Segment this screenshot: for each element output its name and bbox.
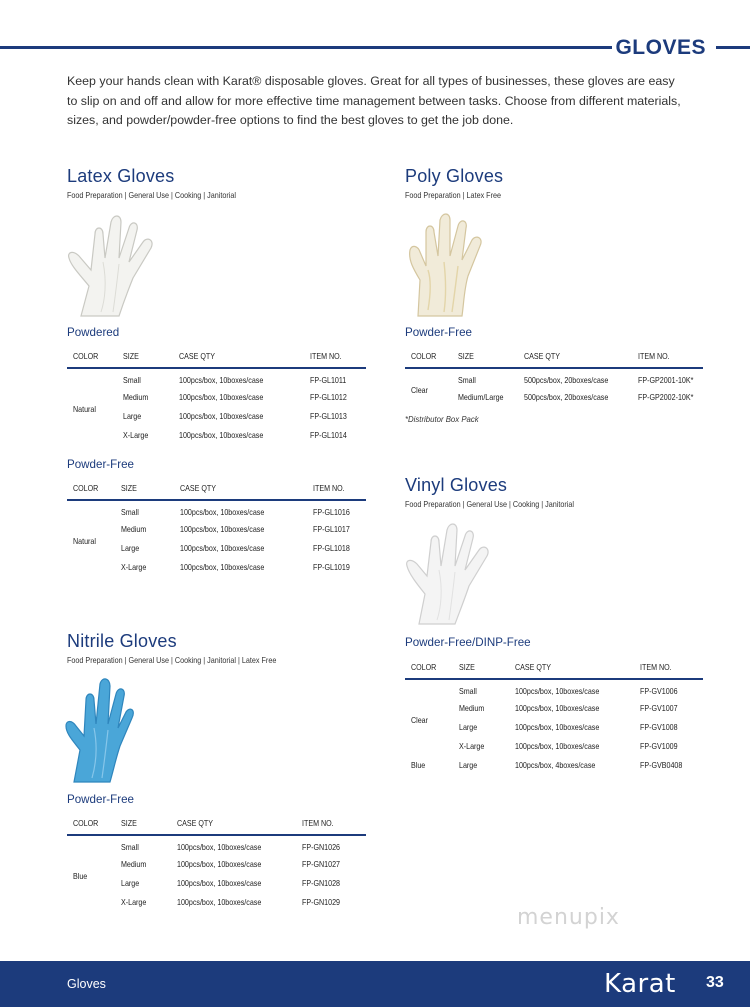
qty-cell: 100pcs/box, 10boxes/case <box>179 391 264 402</box>
latex-title: Latex Gloves <box>67 166 175 186</box>
vinyl-glove-image <box>405 520 497 628</box>
table-row <box>67 500 366 519</box>
qty-cell: 100pcs/box, 10boxes/case <box>177 877 262 888</box>
size-cell: X-Large <box>121 561 147 572</box>
size-cell: Small <box>459 686 477 696</box>
color-cell: Blue <box>411 759 426 770</box>
col-case-qty: CASE QTY <box>524 350 561 361</box>
latex-section-heading <box>67 166 259 200</box>
col-size: SIZE <box>121 482 137 493</box>
poly-powder-free-label: Powder-Free <box>405 326 473 339</box>
watermark: menupix <box>517 905 620 930</box>
color-cell: Natural <box>73 403 96 414</box>
size-cell: Medium <box>121 858 147 869</box>
table-row <box>405 755 703 774</box>
latex-powdered-label: Powdered <box>67 326 120 339</box>
header-rule <box>0 46 612 49</box>
color-cell: Blue <box>73 870 88 881</box>
qty-cell: 100pcs/box, 10boxes/case <box>180 507 265 517</box>
nitrile-glove-image <box>64 676 136 786</box>
poly-section-heading <box>405 166 514 200</box>
item-cell: FP-GP2001-10K* <box>637 375 694 385</box>
col-case-qty: CASE QTY <box>180 482 217 493</box>
nitrile-subtitle: Food Preparation | General Use | Cooking | Janitorial | Latex Free <box>67 656 277 665</box>
qty-cell: 100pcs/box, 10boxes/case <box>515 721 600 732</box>
page-title: GLOVES <box>615 36 706 59</box>
item-cell: FP-GN1026 <box>302 842 340 852</box>
qty-cell: 100pcs/box, 10boxes/case <box>179 375 264 385</box>
size-cell: X-Large <box>123 429 149 440</box>
qty-cell: 100pcs/box, 10boxes/case <box>179 410 264 421</box>
col-size: SIZE <box>458 350 474 361</box>
qty-cell: 100pcs/box, 10boxes/case <box>177 858 262 869</box>
item-cell: FP-GL1013 <box>310 410 347 421</box>
vinyl-powder-free-table <box>405 655 703 774</box>
size-cell: Small <box>121 507 139 517</box>
item-cell: FP-GL1014 <box>310 429 347 440</box>
col-item-no: ITEM NO. <box>313 482 345 493</box>
item-cell: FP-GL1018 <box>313 542 350 553</box>
col-item-no: ITEM NO. <box>310 350 342 361</box>
size-cell: Large <box>123 410 142 421</box>
qty-cell: 100pcs/box, 10boxes/case <box>180 561 265 572</box>
size-cell: Medium <box>121 523 147 534</box>
qty-cell: 100pcs/box, 10boxes/case <box>515 740 600 751</box>
item-cell: FP-GL1017 <box>313 523 350 534</box>
table-header-row <box>405 655 703 679</box>
qty-cell: 100pcs/box, 10boxes/case <box>177 842 262 852</box>
page-number: 33 <box>706 974 724 991</box>
col-size: SIZE <box>123 350 139 361</box>
table-row <box>405 368 703 387</box>
vinyl-title: Vinyl Gloves <box>405 475 508 495</box>
header-rule-end <box>716 46 750 49</box>
latex-subtitle: Food Preparation | General Use | Cooking | Janitorial <box>67 191 237 200</box>
nitrile-powder-free-label: Powder-Free <box>67 793 135 806</box>
size-cell: X-Large <box>459 740 485 751</box>
item-cell: FP-GN1029 <box>302 896 340 907</box>
vinyl-powder-free-label: Powder-Free/DINP-Free <box>405 636 531 649</box>
col-case-qty: CASE QTY <box>515 661 552 672</box>
item-cell: FP-GL1011 <box>310 375 347 385</box>
item-cell: FP-GN1028 <box>302 877 340 888</box>
col-case-qty: CASE QTY <box>177 817 214 828</box>
size-cell: Large <box>459 721 478 732</box>
qty-cell: 500pcs/box, 20boxes/case <box>524 375 609 385</box>
latex-powder-free-table <box>67 476 366 576</box>
latex-glove-image <box>67 212 167 320</box>
qty-cell: 500pcs/box, 20boxes/case <box>524 391 609 402</box>
col-color: COLOR <box>411 661 437 672</box>
poly-glove-image <box>406 210 492 320</box>
table-header-row <box>67 476 366 500</box>
col-color: COLOR <box>73 482 99 493</box>
table-row <box>67 368 366 387</box>
col-case-qty: CASE QTY <box>179 350 216 361</box>
karat-logo: Karat <box>604 969 676 999</box>
table-header-row <box>67 811 366 835</box>
vinyl-subtitle: Food Preparation | General Use | Cooking | Janitorial <box>405 500 575 509</box>
poly-subtitle: Food Preparation | Latex Free <box>405 191 502 200</box>
col-size: SIZE <box>121 817 137 828</box>
col-color: COLOR <box>73 817 99 828</box>
item-cell: FP-GL1019 <box>313 561 350 572</box>
footer-bar <box>0 961 750 1007</box>
qty-cell: 100pcs/box, 10boxes/case <box>179 429 264 440</box>
size-cell: Small <box>121 842 139 852</box>
col-size: SIZE <box>459 661 475 672</box>
latex-powder-free-label: Powder-Free <box>67 458 135 471</box>
vinyl-section-heading <box>405 475 597 509</box>
qty-cell: 100pcs/box, 10boxes/case <box>515 702 600 713</box>
item-cell: FP-GV1008 <box>640 721 678 732</box>
color-cell: Clear <box>411 384 429 395</box>
size-cell: Medium <box>123 391 149 402</box>
intro-paragraph: Keep your hands clean with Karat® disposable gloves. Great for all types of businesses, these gloves are easy to slip on and off and allow for more effective time management between tasks. Choose from different materials, sizes, and powder/powder-free options to find the best gloves to get the job done. <box>67 74 681 127</box>
qty-cell: 100pcs/box, 4boxes/case <box>515 759 596 770</box>
qty-cell: 100pcs/box, 10boxes/case <box>177 896 262 907</box>
nitrile-title: Nitrile Gloves <box>67 631 177 651</box>
poly-title: Poly Gloves <box>405 166 504 186</box>
col-item-no: ITEM NO. <box>637 350 670 361</box>
col-item-no: ITEM NO. <box>302 817 334 828</box>
table-row <box>405 679 703 698</box>
qty-cell: 100pcs/box, 10boxes/case <box>180 542 265 553</box>
footer-section-label: Gloves <box>67 977 106 991</box>
item-cell: FP-GP2002-10K* <box>637 391 694 402</box>
item-cell: FP-GV1007 <box>640 702 678 713</box>
color-cell: Natural <box>73 535 96 546</box>
item-cell: FP-GL1016 <box>313 507 350 517</box>
size-cell: Small <box>458 375 476 385</box>
col-item-no: ITEM NO. <box>640 661 672 672</box>
size-cell: Medium/Large <box>458 391 504 402</box>
size-cell: Small <box>123 375 141 385</box>
item-cell: FP-GL1012 <box>310 391 347 402</box>
size-cell: X-Large <box>121 896 147 907</box>
poly-powder-free-table <box>405 344 703 406</box>
table-row <box>67 835 366 854</box>
size-cell: Medium <box>459 702 485 713</box>
distributor-note: *Distributor Box Pack <box>405 415 479 424</box>
size-cell: Large <box>121 877 140 888</box>
size-cell: Large <box>459 759 478 770</box>
nitrile-section-heading <box>67 631 305 665</box>
qty-cell: 100pcs/box, 10boxes/case <box>180 523 265 534</box>
table-header-row <box>67 344 366 368</box>
item-cell: FP-GN1027 <box>302 858 340 869</box>
col-color: COLOR <box>411 350 437 361</box>
latex-powdered-table <box>67 344 366 444</box>
nitrile-powder-free-table <box>67 811 366 911</box>
table-header-row <box>405 344 703 368</box>
item-cell: FP-GV1006 <box>640 686 678 696</box>
size-cell: Large <box>121 542 140 553</box>
col-color: COLOR <box>73 350 99 361</box>
color-cell: Clear <box>411 714 429 725</box>
qty-cell: 100pcs/box, 10boxes/case <box>515 686 600 696</box>
item-cell: FP-GVB0408 <box>640 759 683 770</box>
item-cell: FP-GV1009 <box>640 740 678 751</box>
